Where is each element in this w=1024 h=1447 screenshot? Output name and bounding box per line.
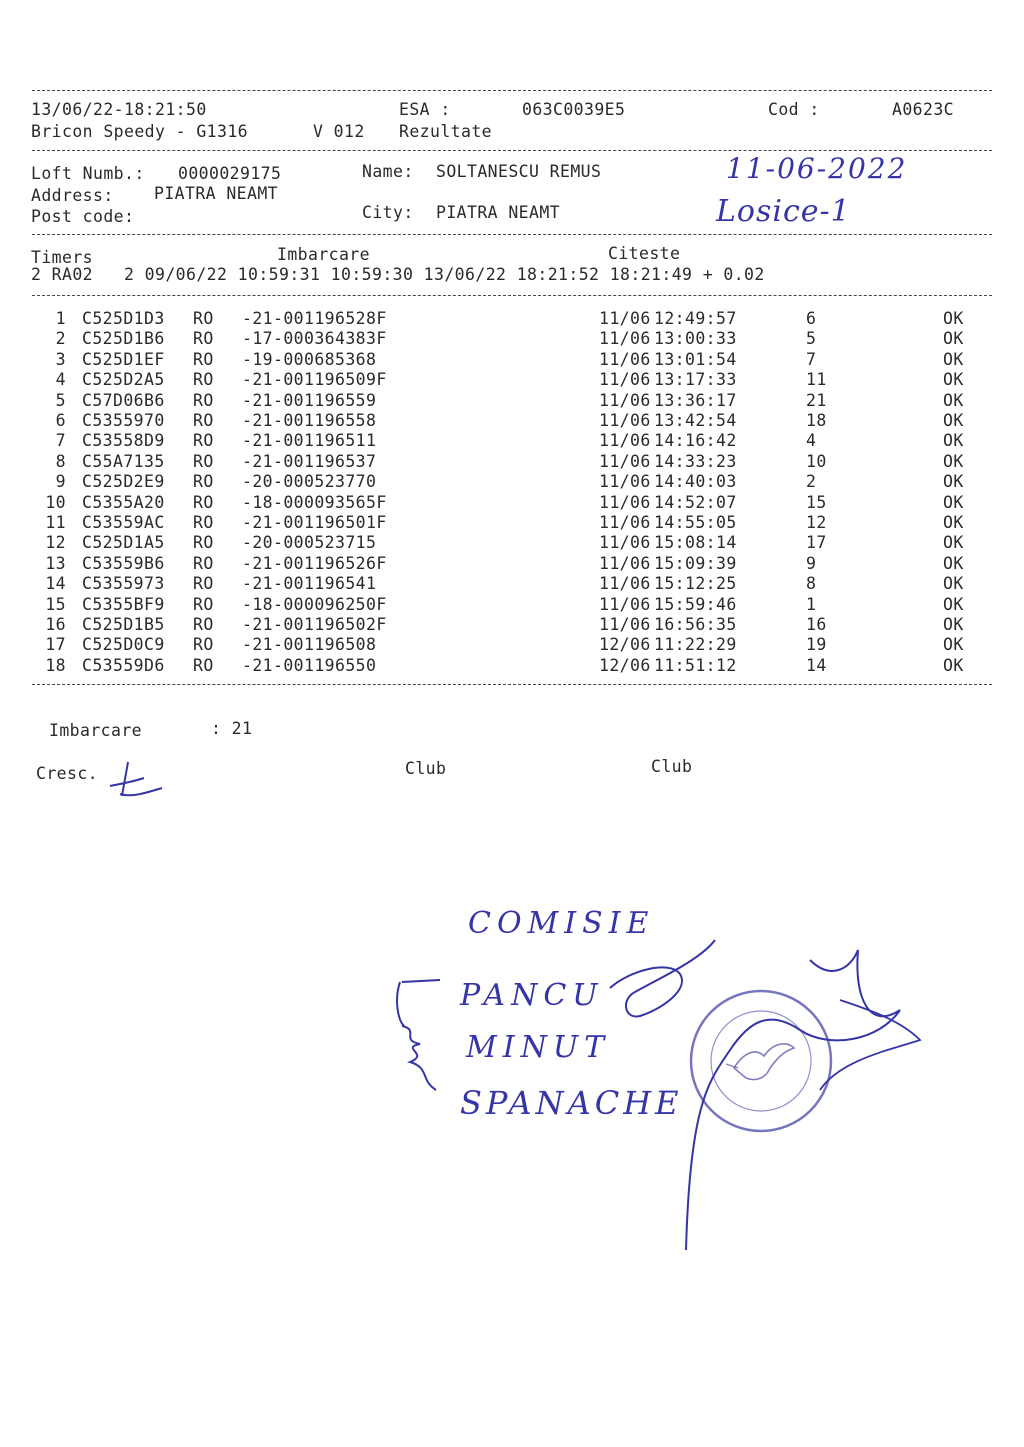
pigeon-n: 16 xyxy=(45,615,66,634)
esa-label: ESA : xyxy=(399,100,451,119)
handwritten-date: 11-06-2022 xyxy=(726,152,908,185)
pigeon-date: 11/06 xyxy=(599,370,651,390)
pigeon-row xyxy=(0,411,1024,431)
pigeon-row xyxy=(0,635,1024,655)
address-label: Address: xyxy=(31,186,114,205)
pigeon-n: 5 xyxy=(55,390,66,410)
pigeon-place: 16 xyxy=(806,615,827,634)
stamp-signature xyxy=(640,940,940,1260)
pigeon-chip: C525D1B5 xyxy=(82,615,165,634)
pigeon-time: 13:42:54 xyxy=(654,411,737,430)
pigeon-n: 7 xyxy=(55,431,66,451)
separator-list-end xyxy=(32,684,992,685)
pigeon-time: 15:59:46 xyxy=(654,594,737,614)
pigeon-n: 11 xyxy=(45,513,66,532)
pigeon-date: 12/06 xyxy=(599,655,651,675)
pigeon-date: 11/06 xyxy=(599,513,651,532)
pigeon-status: OK xyxy=(943,655,964,675)
pigeon-row xyxy=(0,391,1024,411)
pigeon-status: OK xyxy=(943,390,964,410)
name-label: Name: xyxy=(362,162,414,181)
pigeon-ring: -18-000093565F xyxy=(242,492,387,512)
pigeon-date: 11/06 xyxy=(599,615,651,634)
pigeon-row xyxy=(0,431,1024,451)
handwritten-race: Losice-1 xyxy=(716,194,851,229)
pigeon-chip: C525D1B6 xyxy=(82,329,165,349)
pigeon-date: 11/06 xyxy=(599,309,651,328)
pigeon-status: OK xyxy=(943,492,964,512)
commission-member-2: MINUT xyxy=(466,1030,611,1065)
pigeon-date: 11/06 xyxy=(599,349,651,369)
pigeon-ring: -21-001196526F xyxy=(242,553,387,573)
pigeon-status: OK xyxy=(943,594,964,614)
cresc-label: Cresc. xyxy=(36,764,99,783)
commission-title: COMISIE xyxy=(468,906,655,941)
pigeon-place: 14 xyxy=(806,655,827,675)
pigeon-chip: C5355A20 xyxy=(82,492,165,512)
pigeon-status: OK xyxy=(943,329,964,349)
pigeon-chip: C525D0C9 xyxy=(82,635,165,655)
pigeon-country: RO xyxy=(193,492,214,512)
pigeon-ring: -21-001196509F xyxy=(242,370,387,390)
pigeon-country: RO xyxy=(193,533,214,553)
pigeon-n: 17 xyxy=(45,635,66,655)
pigeon-country: RO xyxy=(193,349,214,369)
pigeon-ring: -21-001196501F xyxy=(242,513,387,532)
pigeon-time: 15:09:39 xyxy=(654,553,737,573)
pigeon-date: 11/06 xyxy=(599,411,651,430)
pigeon-chip: C525D2E9 xyxy=(82,472,165,492)
pigeon-status: OK xyxy=(943,635,964,655)
pigeon-n: 8 xyxy=(55,451,66,471)
imbarcare-total-label: Imbarcare xyxy=(49,721,143,740)
pigeon-row xyxy=(0,493,1024,513)
pigeon-ring: -21-001196528F xyxy=(242,309,387,328)
pigeon-time: 13:17:33 xyxy=(654,370,737,390)
pigeon-status: OK xyxy=(943,472,964,492)
pigeon-ring: -18-000096250F xyxy=(242,594,387,614)
pigeon-status: OK xyxy=(943,309,964,328)
pigeon-row xyxy=(0,350,1024,370)
pigeon-row xyxy=(0,452,1024,472)
pigeon-n: 9 xyxy=(55,472,66,492)
pigeon-country: RO xyxy=(193,309,214,328)
pigeon-country: RO xyxy=(193,553,214,573)
pigeon-row xyxy=(0,309,1024,329)
pigeon-country: RO xyxy=(193,431,214,451)
timers-label: Timers xyxy=(31,248,94,267)
pigeon-ring: -19-000685368 xyxy=(242,349,377,369)
pigeon-place: 19 xyxy=(806,635,827,655)
separator-header xyxy=(32,150,992,151)
pigeon-country: RO xyxy=(193,615,214,634)
pigeon-status: OK xyxy=(943,349,964,369)
device-version: V 012 xyxy=(313,122,365,141)
loft-label: Loft Numb.: xyxy=(31,164,145,183)
pigeon-date: 11/06 xyxy=(599,533,651,553)
pigeon-time: 16:56:35 xyxy=(654,615,737,634)
pigeon-country: RO xyxy=(193,574,214,594)
pigeon-chip: C53559AC xyxy=(82,513,165,532)
pigeon-place: 17 xyxy=(806,533,827,553)
report-mode: Rezultate xyxy=(399,122,493,141)
pigeon-status: OK xyxy=(943,574,964,594)
pigeon-country: RO xyxy=(193,594,214,614)
pigeon-row xyxy=(0,513,1024,533)
pigeon-date: 11/06 xyxy=(599,492,651,512)
club-label-1: Club xyxy=(405,759,447,778)
separator-timers xyxy=(32,295,992,296)
pigeon-chip: C57D06B6 xyxy=(82,390,165,410)
pigeon-ring: -20-000523770 xyxy=(242,472,377,492)
imbarcare-total-value: : 21 xyxy=(211,719,253,738)
pigeon-n: 4 xyxy=(55,370,66,390)
pigeon-chip: C55A7135 xyxy=(82,451,165,471)
pigeon-date: 12/06 xyxy=(599,635,651,655)
cresc-signature xyxy=(100,756,170,806)
separator-info xyxy=(32,234,992,235)
pigeon-row xyxy=(0,615,1024,635)
cod-label: Cod : xyxy=(768,100,820,119)
city-label: City: xyxy=(362,203,414,222)
pigeon-n: 6 xyxy=(55,411,66,430)
pigeon-time: 12:49:57 xyxy=(654,309,737,328)
pigeon-date: 11/06 xyxy=(599,390,651,410)
pigeon-ring: -20-000523715 xyxy=(242,533,377,553)
pigeon-chip: C5355970 xyxy=(82,411,165,430)
pigeon-date: 11/06 xyxy=(599,472,651,492)
pigeon-time: 14:33:23 xyxy=(654,451,737,471)
pigeon-ring: -21-001196537 xyxy=(242,451,377,471)
pigeon-n: 2 xyxy=(55,329,66,349)
pigeon-place: 11 xyxy=(806,370,827,390)
pigeon-row xyxy=(0,574,1024,594)
pigeon-status: OK xyxy=(943,533,964,553)
pigeon-n: 12 xyxy=(45,533,66,553)
city-value: PIATRA NEAMT xyxy=(436,203,561,222)
pigeon-row xyxy=(0,472,1024,492)
pigeon-chip: C53558D9 xyxy=(82,431,165,451)
pigeon-date: 11/06 xyxy=(599,431,651,451)
pigeon-place: 6 xyxy=(806,309,817,328)
loft-number: 0000029175 xyxy=(178,164,282,183)
pigeon-time: 13:01:54 xyxy=(654,349,737,369)
pigeon-ring: -21-001196511 xyxy=(242,431,377,451)
pigeon-n: 15 xyxy=(45,594,66,614)
pigeon-place: 10 xyxy=(806,451,827,471)
pigeon-n: 1 xyxy=(55,309,66,328)
pigeon-chip: C525D1A5 xyxy=(82,533,165,553)
pigeon-country: RO xyxy=(193,655,214,675)
commission-member-3: SPANACHE xyxy=(460,1084,683,1122)
pigeon-ring: -21-001196541 xyxy=(242,574,377,594)
pigeon-time: 14:16:42 xyxy=(654,431,737,451)
separator-top xyxy=(32,90,992,91)
pigeon-row xyxy=(0,656,1024,676)
pigeon-country: RO xyxy=(193,513,214,532)
pigeon-time: 11:22:29 xyxy=(654,635,737,655)
timer-line: 2 RA02 2 09/06/22 10:59:31 10:59:30 13/06/22 18:21:52 18:21:49 + 0.02 xyxy=(31,265,765,284)
pigeon-place: 21 xyxy=(806,390,827,410)
pigeon-status: OK xyxy=(943,451,964,471)
pigeon-ring: -21-001196508 xyxy=(242,635,377,655)
pigeon-country: RO xyxy=(193,635,214,655)
device-name: Bricon Speedy - G1316 xyxy=(31,122,249,141)
pigeon-time: 14:55:05 xyxy=(654,513,737,532)
pigeon-time: 15:12:25 xyxy=(654,574,737,594)
pigeon-chip: C525D1EF xyxy=(82,349,165,369)
pigeon-n: 18 xyxy=(45,655,66,675)
pigeon-row xyxy=(0,329,1024,349)
pigeon-place: 18 xyxy=(806,411,827,430)
club-label-2: Club xyxy=(651,757,693,776)
pigeon-n: 3 xyxy=(55,349,66,369)
pigeon-ring: -17-000364383F xyxy=(242,329,387,349)
pigeon-ring: -21-001196550 xyxy=(242,655,377,675)
pigeon-chip: C525D2A5 xyxy=(82,370,165,390)
pigeon-country: RO xyxy=(193,411,214,430)
report-datetime: 13/06/22-18:21:50 xyxy=(31,100,207,119)
pigeon-country: RO xyxy=(193,370,214,390)
fancier-name: SOLTANESCU REMUS xyxy=(436,162,602,181)
pigeon-status: OK xyxy=(943,513,964,532)
pigeon-place: 7 xyxy=(806,349,817,369)
pigeon-date: 11/06 xyxy=(599,574,651,594)
pigeon-date: 11/06 xyxy=(599,594,651,614)
pigeon-place: 9 xyxy=(806,553,817,573)
pigeon-status: OK xyxy=(943,370,964,390)
pigeon-date: 11/06 xyxy=(599,553,651,573)
pigeon-place: 8 xyxy=(806,574,817,594)
pigeon-time: 11:51:12 xyxy=(654,655,737,675)
commission-member-1: PANCU xyxy=(460,978,604,1013)
postcode-label: Post code: xyxy=(31,207,135,226)
pigeon-chip: C53559D6 xyxy=(82,655,165,675)
pigeon-status: OK xyxy=(943,615,964,634)
pigeon-place: 1 xyxy=(806,594,817,614)
pigeon-place: 12 xyxy=(806,513,827,532)
pigeon-chip: C5355973 xyxy=(82,574,165,594)
pigeon-time: 14:40:03 xyxy=(654,472,737,492)
pigeon-ring: -21-001196558 xyxy=(242,411,377,430)
pigeon-status: OK xyxy=(943,411,964,430)
imbarcare-column-label: Imbarcare xyxy=(277,245,371,264)
pigeon-chip: C5355BF9 xyxy=(82,594,165,614)
pigeon-time: 14:52:07 xyxy=(654,492,737,512)
pigeon-time: 15:08:14 xyxy=(654,533,737,553)
pigeon-chip: C525D1D3 xyxy=(82,309,165,328)
pigeon-date: 11/06 xyxy=(599,451,651,471)
pigeon-ring: -21-001196502F xyxy=(242,615,387,634)
esa-value: 063C0039E5 xyxy=(522,100,626,119)
pigeon-status: OK xyxy=(943,431,964,451)
pigeon-place: 5 xyxy=(806,329,817,349)
citeste-column-label: Citeste xyxy=(608,244,681,263)
address-value: PIATRA NEAMT xyxy=(154,184,279,203)
pigeon-time: 13:36:17 xyxy=(654,390,737,410)
pigeon-ring: -21-001196559 xyxy=(242,390,377,410)
pigeon-country: RO xyxy=(193,390,214,410)
pigeon-n: 10 xyxy=(45,492,66,512)
pigeon-country: RO xyxy=(193,451,214,471)
pigeon-row xyxy=(0,533,1024,553)
pigeon-n: 14 xyxy=(45,574,66,594)
pigeon-row xyxy=(0,595,1024,615)
pigeon-chip: C53559B6 xyxy=(82,553,165,573)
pigeon-n: 13 xyxy=(45,553,66,573)
pigeon-row xyxy=(0,370,1024,390)
pigeon-place: 4 xyxy=(806,431,817,451)
pigeon-place: 2 xyxy=(806,472,817,492)
pigeon-time: 13:00:33 xyxy=(654,329,737,349)
pigeon-row xyxy=(0,554,1024,574)
pigeon-country: RO xyxy=(193,329,214,349)
cod-value: A0623C xyxy=(892,100,955,119)
pigeon-country: RO xyxy=(193,472,214,492)
pigeon-date: 11/06 xyxy=(599,329,651,349)
pigeon-place: 15 xyxy=(806,492,827,512)
pigeon-status: OK xyxy=(943,553,964,573)
